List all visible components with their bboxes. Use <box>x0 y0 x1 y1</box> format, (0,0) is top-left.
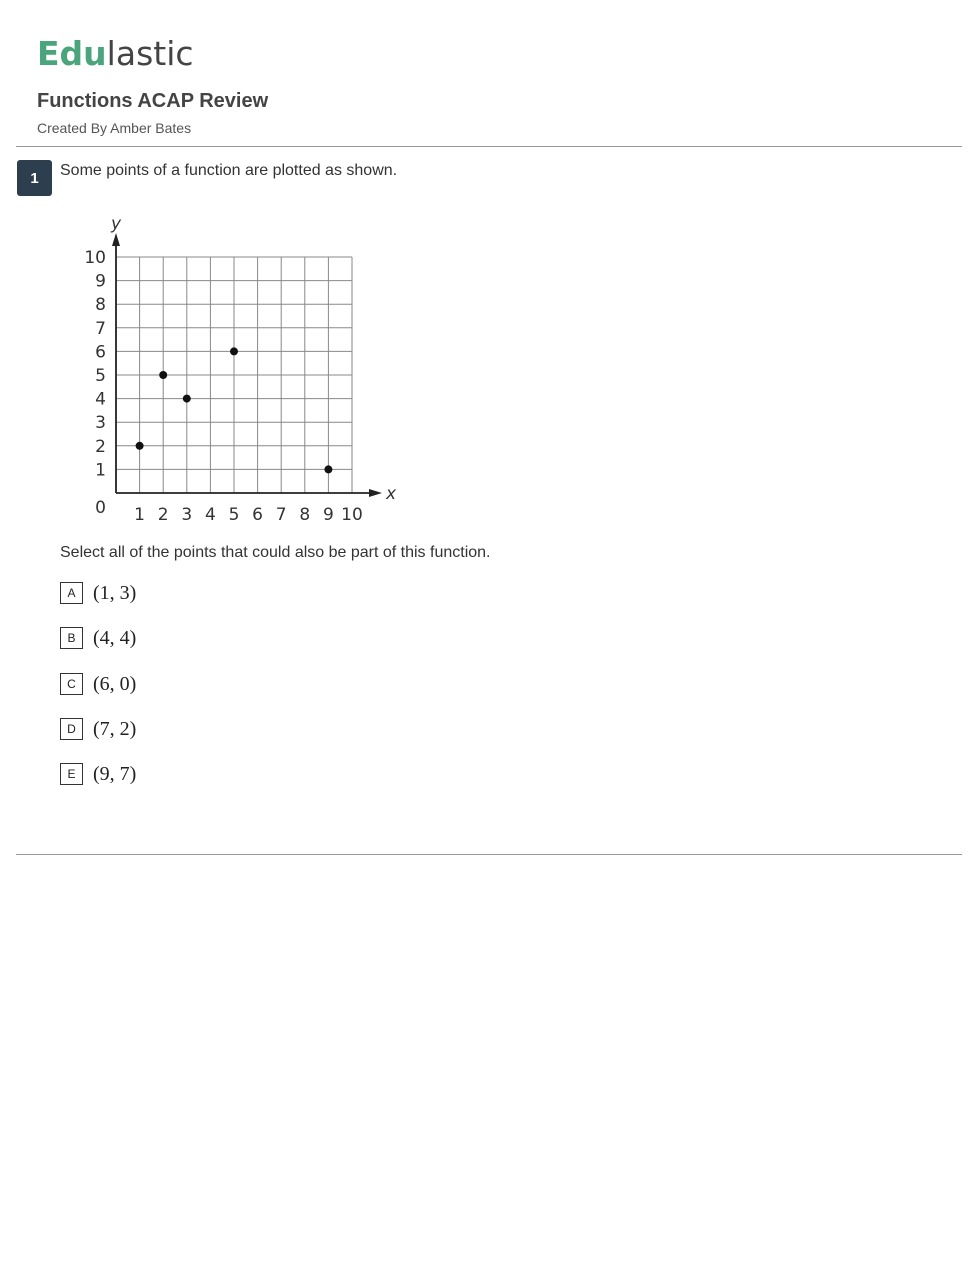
choice-b-label[interactable]: B <box>60 627 83 649</box>
data-point <box>136 442 144 450</box>
data-point <box>324 465 332 473</box>
choice-c-label[interactable]: C <box>60 673 83 695</box>
choice-a-text: (1, 3) <box>93 581 137 604</box>
choice-d-label[interactable]: D <box>60 718 83 740</box>
y-tick-label: 4 <box>95 389 106 410</box>
y-tick-label: 2 <box>95 436 106 457</box>
choice-b-text: (4, 4) <box>93 626 137 649</box>
question-number-badge: 1 <box>17 160 52 196</box>
graph-grid <box>116 257 352 493</box>
question-divider <box>16 854 962 855</box>
x-tick-label: 2 <box>157 505 169 525</box>
choice-a[interactable] <box>60 581 136 605</box>
question-text: Some points of a function are plotted as shown. <box>60 162 398 179</box>
choice-d[interactable] <box>60 717 136 741</box>
y-tick-label: 5 <box>95 366 106 386</box>
y-axis-arrow <box>112 233 120 246</box>
graph-labels <box>84 214 397 525</box>
data-point <box>183 395 191 403</box>
document-author: Created By Amber Bates <box>37 120 192 136</box>
function-graph <box>78 212 408 535</box>
document-title: Functions ACAP Review <box>37 90 269 112</box>
x-tick-label: 8 <box>299 505 311 525</box>
header-divider <box>16 146 962 147</box>
x-tick-label: 4 <box>204 505 216 525</box>
graph-axes <box>112 233 382 497</box>
choice-b[interactable] <box>60 626 136 650</box>
edulastic-logo <box>37 34 194 73</box>
y-tick-label: 3 <box>95 413 106 434</box>
x-tick-label: 9 <box>322 505 334 525</box>
x-tick-label: 5 <box>228 505 240 525</box>
x-axis-arrow <box>369 489 382 497</box>
y-axis-label: y <box>110 214 122 234</box>
x-tick-label: 7 <box>275 505 287 525</box>
y-tick-label: 8 <box>95 295 106 316</box>
question-prompt: Select all of the points that could also be part of this function. <box>60 544 491 561</box>
choice-d-text: (7, 2) <box>93 717 137 740</box>
choice-e-label[interactable]: E <box>60 763 83 785</box>
graph-svg <box>78 212 408 530</box>
x-axis-label: x <box>386 484 397 504</box>
choice-c-text: (6, 0) <box>93 672 137 695</box>
choice-e-text: (9, 7) <box>93 762 137 785</box>
choice-a-label[interactable]: A <box>60 582 83 604</box>
logo-edu: Edu <box>37 34 107 73</box>
y-tick-label: 7 <box>95 318 106 339</box>
y-tick-label: 9 <box>95 271 106 292</box>
x-tick-label: 3 <box>181 505 193 525</box>
data-point <box>230 347 238 355</box>
x-tick-label: 10 <box>341 505 363 525</box>
choice-c[interactable] <box>60 672 136 696</box>
origin-label: 0 <box>95 498 106 518</box>
y-tick-label: 10 <box>84 248 106 268</box>
data-point <box>159 371 167 379</box>
x-tick-label: 6 <box>252 505 264 525</box>
y-tick-label: 6 <box>95 342 106 363</box>
logo-lastic: lastic <box>106 34 194 73</box>
choice-e[interactable] <box>60 762 136 786</box>
x-tick-label: 1 <box>134 505 146 525</box>
y-tick-label: 1 <box>95 460 106 481</box>
